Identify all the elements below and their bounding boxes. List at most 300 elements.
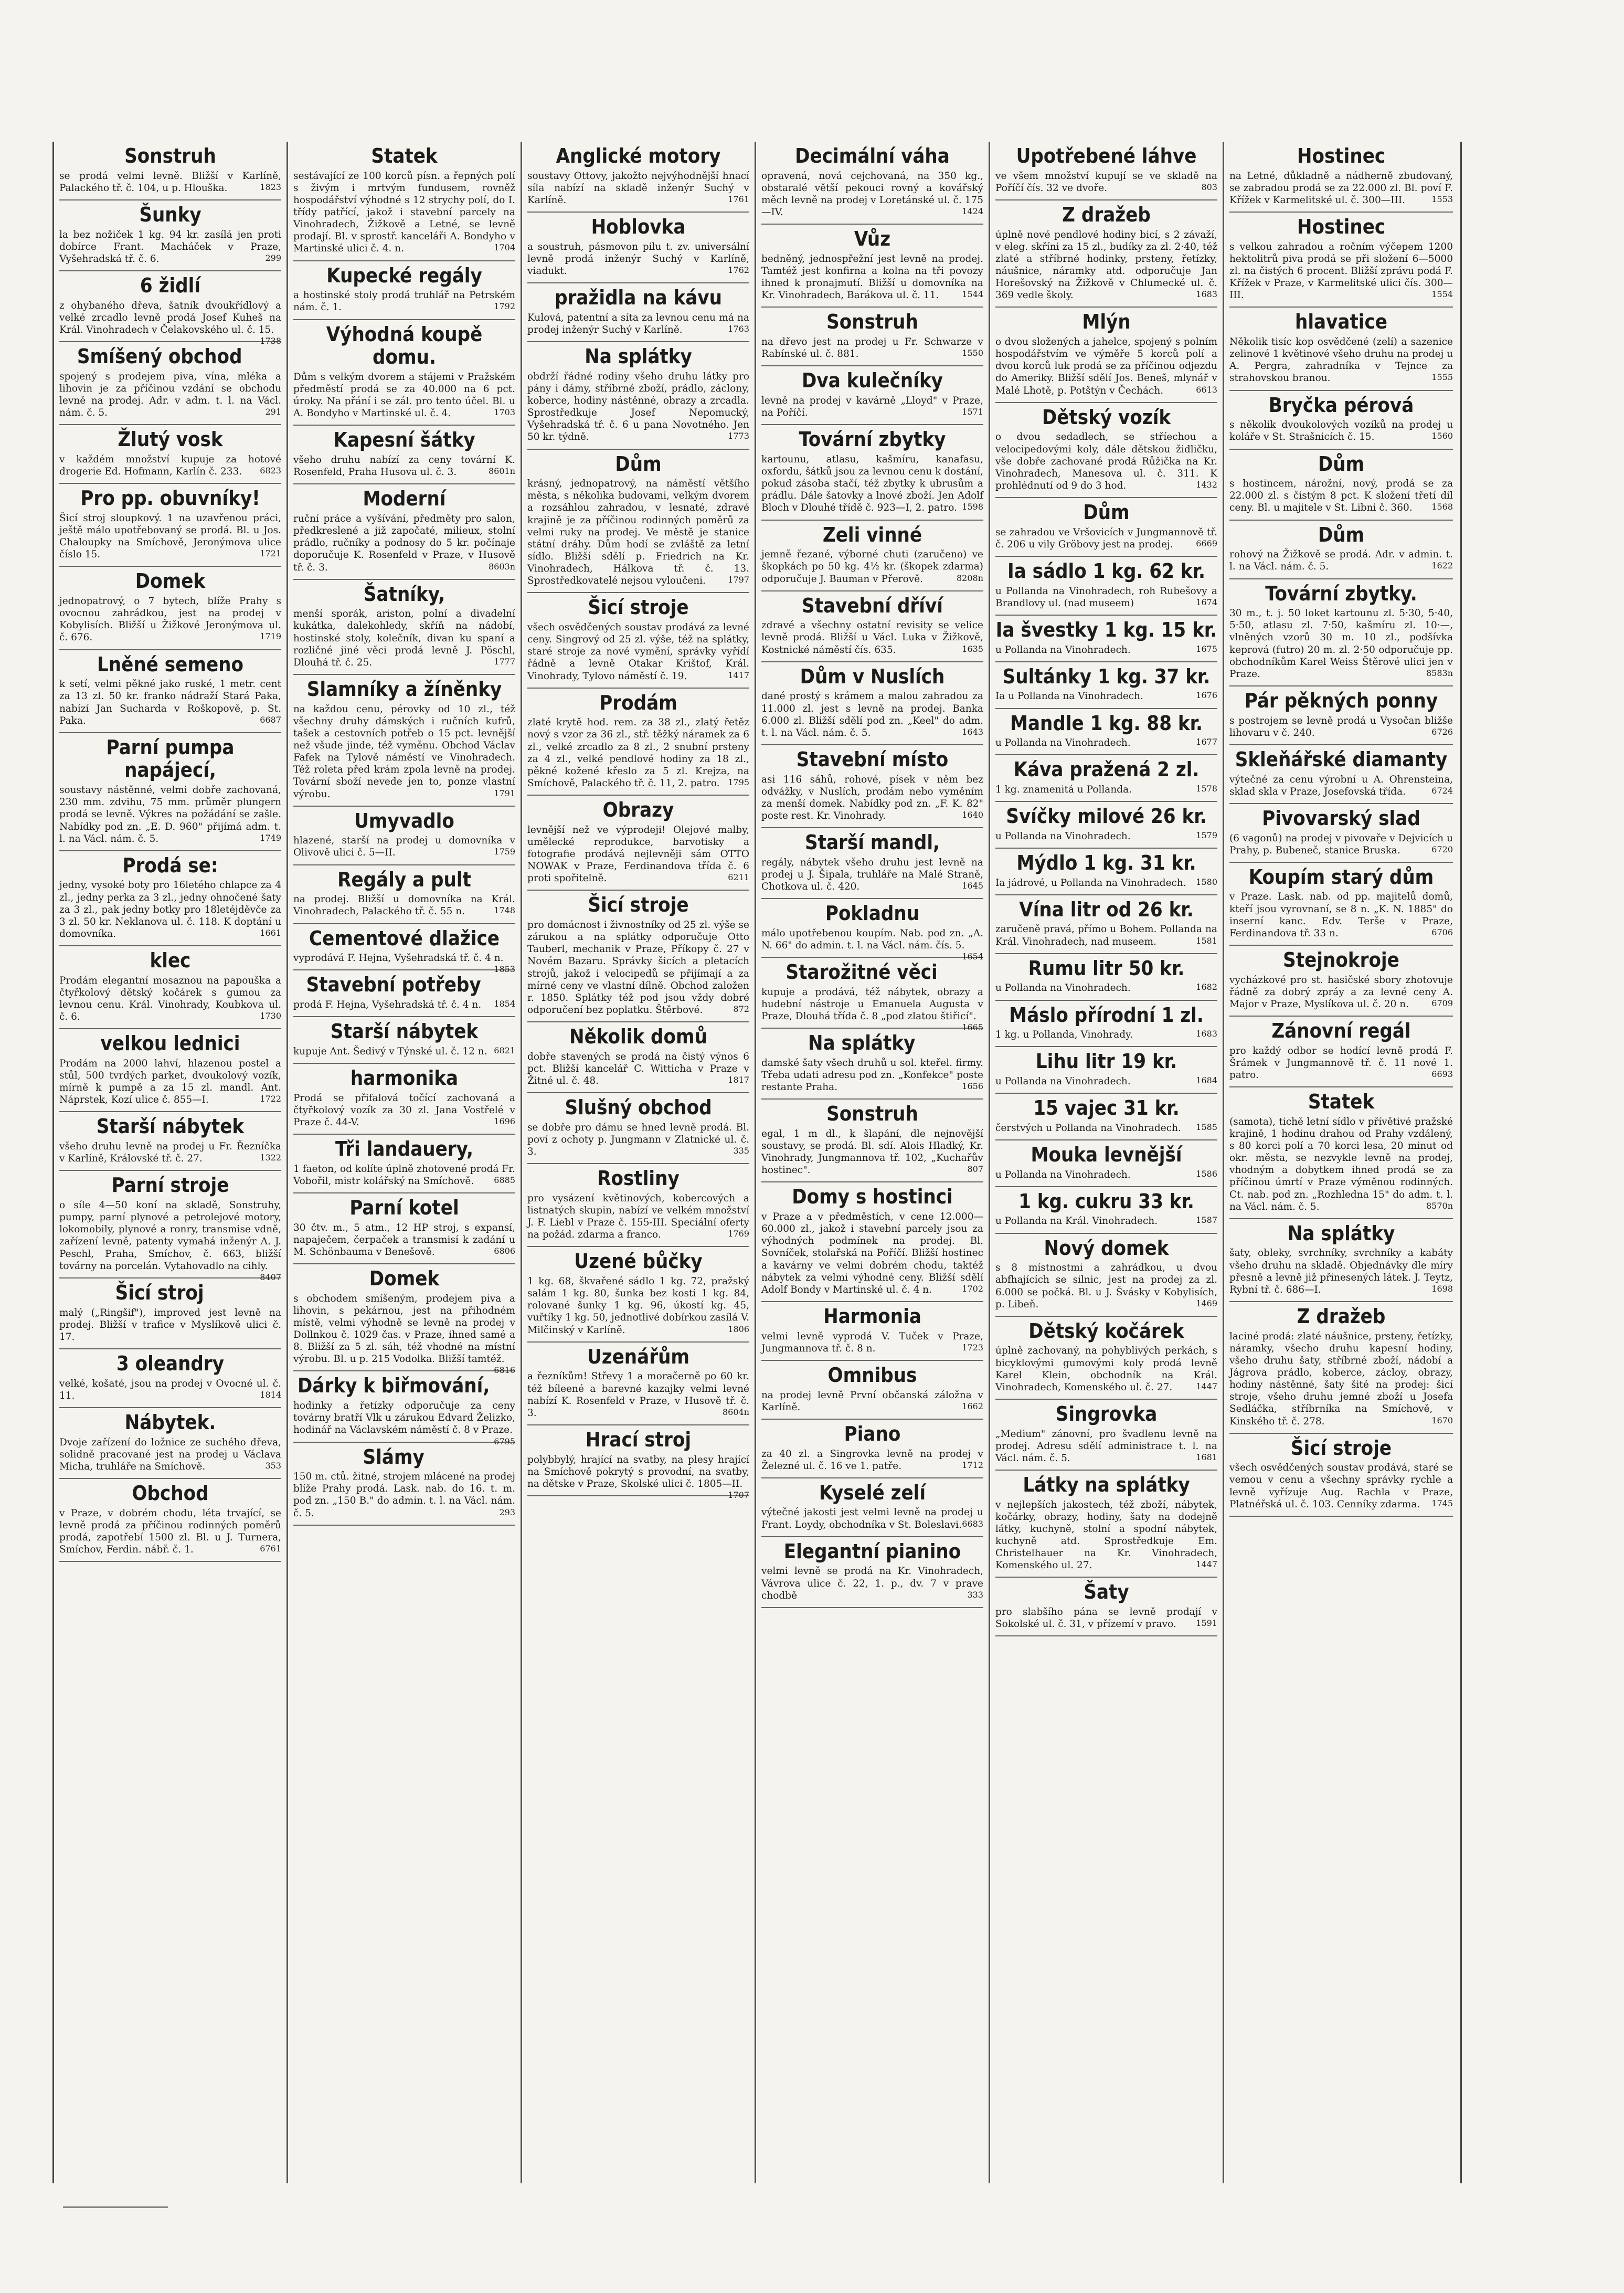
ad-number: 8407 [260,1272,281,1282]
ad-headline: Parní stroje [111,1174,229,1197]
ad-text: obdrží řádné rodiny všeho druhu látky pro pány i dámy, stříbrné zboží, prádlo, záclony, koberce, hodiny nástěnné, obrazy a zrcadla. Sprostředkuje Josef Nepomucký, Vyšehradská tř. č. 6 u pana Novotného. Jen 50 kr. týdně. [527,371,749,443]
classified-ad [761,425,983,520]
ad-headline: Parní pumpa napájecí, [106,735,235,782]
ad-body [293,454,515,478]
ad-number: 8604n [722,1407,749,1417]
ad-number: 1417 [728,670,749,680]
ad-number: 1640 [962,809,983,820]
ad-headline: Výhodná koupě domu. [326,322,483,369]
classified-ad [59,1278,281,1349]
page-edge-mark [63,2204,168,2211]
ad-headline: Stavební dříví [802,594,943,617]
ad-headline: harmonika [350,1066,459,1090]
ad-body [995,1215,1217,1227]
ad-body [1229,336,1453,385]
ad-body [59,1507,281,1556]
ad-number: 1854 [494,999,515,1009]
ad-headline: hlavatice [1295,310,1387,334]
ad-headline: Šicí stroje [588,893,689,917]
ad-text: na prodej levně První občanská záložna v Karlíně. [761,1389,983,1413]
ad-number: 1674 [1196,597,1217,607]
ad-headline: Parní kotel [349,1196,459,1219]
classified-ad [527,796,749,891]
ad-body [761,395,983,419]
ad-text: (6 vagonů) na prodej v pivovaře v Dejvicích u Prahy, p. Bubeneč, stanice Bruska. [1229,832,1453,856]
ad-body [995,1428,1217,1464]
ad-headline: Máslo přírodní 1 zl. [1009,1003,1204,1027]
ad-number: 1817 [728,1075,749,1085]
ad-body [995,431,1217,492]
ad-text: ruční práce a vyšívání, předměty pro salon, předkreslené a již započaté, milieux, stolní prádlo, ručníky a podnosy do 5 kr. počínaje doporučuje K. Rosenfeld v Praze, v Husově tř. č. 3. [293,513,515,573]
classified-ad [995,709,1217,756]
ad-body [59,1378,281,1402]
classified-ad [527,1093,749,1164]
classified-ad [761,225,983,308]
ad-headline: Z dražeb [1297,1304,1386,1328]
ad-body [59,879,281,940]
ad-text: Dvoje zařízení do ložnice ze suchého dřeva, solidně pracované jest na prodej u Václava Micha, truhláře na Smíchově. [59,1436,281,1472]
ad-body [527,478,749,587]
classified-ad [1229,745,1453,804]
ad-number: 1795 [728,777,749,787]
ad-headline: Tři landauery, [335,1137,473,1160]
ad-body [293,703,515,800]
ad-text: dané prostý s krámem a malou zahradou za 11.000 zl. jest s levně na prodej. Banka 6.000 zl. Bližší sdělí pod zn. „Keel" do adm. t. l. na Václ. nám. č. 5. [761,691,983,738]
ad-number: 293 [499,1507,515,1517]
ad-number: 1773 [728,431,749,441]
ad-text: s postrojem se levně prodá u Vysočan bližše lihovaru v č. 240. [1229,715,1453,738]
ad-body [995,170,1217,194]
ad-number: 1814 [260,1389,281,1400]
ad-text: výtečné jakosti jest velmi levně na prodej u Frant. Loydy, obchodníka v St. Boleslavi. [761,1507,983,1530]
classified-ad [59,946,281,1029]
classified-ad [59,650,281,733]
ad-number: 6724 [1431,785,1453,796]
classified-ad [995,849,1217,895]
classified-ad [995,1578,1217,1636]
ad-number: 333 [967,1589,983,1600]
ad-text: všeho druhu nabízí za ceny tovární K. Rosenfeld, Praha Husova ul. č. 3. [293,455,515,478]
ad-number: 1738 [260,336,281,346]
ad-text: 30 čtv. m., 5 atm., 12 HP stroj, s expansí, napaječem, čerpaček a transmisí k zadání u M. Schönbauma v Benešově. [293,1222,515,1258]
classified-ad [995,1187,1217,1234]
ad-number: 1579 [1196,830,1217,840]
ad-text: na každou cenu, pérovky od 10 zl., též všechny druhy dámských i ručních kufrů, tašek a cestovních potřeb o 15 pct. levnější než všude jinde, též vyměnu. Obchod Václav Fafek na Tylově náměstí ve Vinohradech. Též roleta před krám zpola levně na prodej. Tovární sboží nevede jen to, ponze vlastní výrobu. [293,703,515,800]
ad-headline: Kapesní šátky [333,428,475,452]
ad-body [761,1565,983,1601]
ad-headline: Stejnokroje [1283,948,1399,971]
classified-ad [1229,1302,1453,1434]
ad-number: 1777 [494,656,515,667]
ad-number: 1683 [1196,289,1217,300]
ad-number: 1723 [962,1342,983,1352]
ad-body [1229,974,1453,1010]
ad-text: u Pollanda na Vinohradech. [995,982,1131,994]
ad-text: Šicí stroj sloupkový. 1 na uzavřenou práci, ještě málo upotřebovaný se prodá. Bl. u Jos. Chaloupky na Smíchově, Jeronýmova ulice číslo 15. [59,512,281,561]
ad-text: krásný, jednopatrový, na náměstí většího města, s několika budovami, velkým dvorem a rozsáhlou zahradou, v lesnaté, zdravé krajině je za příčinou rodinných poměrů za velmi ruky na prodej. Ve městě je stanice státní dráhy. Dům hodí se zvláště za letní sídlo. Bližší sdělí p. Friedrich na Kr. Vinohradech, Hálkova tř. č. 13. Sprostředkovatelé nejsou vyloučeni. [527,478,749,587]
ad-headline: Rumu litr 50 kr. [1028,956,1185,980]
ad-text: s hostincem, nárožní, nový, prodá se za 22.000 zl. s čistým 8 pct. K složení třetí díl ceny. Bl. u majitele v St. Libni č. 360. [1229,478,1453,514]
ad-number: 1704 [494,242,515,253]
ad-body [761,1448,983,1472]
ad-body [995,690,1217,702]
ad-headline: Moderní [363,487,446,511]
classified-ad [527,1022,749,1093]
ad-text: Dům s velkým dvorem a stájemi v Pražském předměstí prodá se za 40.000 na 6 pct. úroky. Na přání i se zál. pro tento účel. Bl. u A. Bondyho v Martinské ul. č. 4. [293,371,515,419]
ad-body [761,1057,983,1093]
classified-ad [761,958,983,1033]
ad-number: 1560 [1431,431,1453,441]
ad-body [761,857,983,893]
ad-body [995,1122,1217,1134]
classified-ad [761,828,983,899]
ad-body [761,927,983,962]
ad-number: 6761 [260,1543,281,1554]
ad-number: 1656 [962,1081,983,1092]
ad-number: 1661 [260,927,281,938]
ad-headline: Vína litr od 26 kr. [1019,897,1194,921]
ad-number: 1670 [1431,1415,1453,1425]
ad-number: 1683 [1196,1029,1217,1039]
ad-headline: Koupím starý dům [1248,865,1434,889]
ad-number: 1580 [1196,876,1217,887]
ad-number: 1681 [1196,1452,1217,1462]
ad-number: 1585 [1196,1122,1217,1132]
ad-headline: Nábytek. [124,1410,216,1434]
classified-ad [293,142,515,261]
classified-ad [995,1047,1217,1094]
classified-ad [527,689,749,796]
ad-body [59,1058,281,1106]
ad-text: levně na prodej v kavárně „Lloyd" v Praze, na Poříčí. [761,395,983,419]
ad-headline: Bryčka pérová [1268,393,1414,417]
classified-ad [995,1094,1217,1140]
ad-text: ve všem množství kupují se ve skladě na Poříčí čís. 32 ve dvoře. [995,170,1217,194]
classified-ad [59,1408,281,1479]
ad-headline: Na splátky [585,345,692,368]
classified-ad [995,308,1217,403]
ad-headline: Mouka levnější [1031,1143,1182,1166]
ad-number: 6726 [1431,726,1453,737]
ad-text: na prodej. Bližší u domovníka na Král. Vinohradech, Palackého tř. č. 55 n. [293,894,515,917]
ad-number: 1721 [260,548,281,559]
ad-number: 6806 [494,1245,515,1256]
ad-number: 1578 [1196,784,1217,794]
ad-text: malý („Ringšif"), improved jest levně na prodej. Bližší v trafice v Myslíkově ulici č. 17. [59,1307,281,1343]
ad-headline: Zeli vinné [822,523,922,546]
ad-text: kartounu, atlasu, kašmíru, kanafasu, oxfordu, šátků jsou za levnou cenu k dostání, pokud zásoba stačí, též zbytky k ubrusům a prádlu. Dále šatovky a lnové zboží. Jen Adolf Bloch v Dlouhé třídě č. 923—I, 2. patro. [761,453,983,514]
ad-number: 6211 [728,872,749,883]
ad-text: Kulová, patentní a síta za levnou cenu má na prodej inženýr Suchý v Karlíně. [527,312,749,335]
classified-ad [293,1017,515,1064]
ad-number: 1675 [1196,643,1217,654]
ad-headline: Statek [1308,1090,1375,1114]
ad-number: 1469 [1196,1298,1217,1308]
classified-ad [59,484,281,567]
ad-body [995,1029,1217,1041]
ad-headline: Na splátky [808,1031,916,1055]
ad-headline: Starší mandl, [804,831,940,854]
ad-headline: Uzenářům [587,1345,690,1368]
ad-headline: Dům [615,452,662,475]
ad-number: 6683 [962,1518,983,1529]
ad-body [995,1606,1217,1630]
ad-number: 6795 [494,1436,515,1446]
ad-text: z ohybaného dřeva, šatník dvoukřídlový a velké zrcadlo levně prodá Josef Kuheš na Král. Vinohradech v Čelakovského ul. č. 15. [59,300,281,335]
ad-number: 1676 [1196,690,1217,701]
classified-ad [527,1425,749,1500]
ad-text: Několik tisíc kop osvědčené (zelí) a sazenice zelinové 1 květinové všeho druhu na prodej u A. Pergra, zahradníka v Tejnce za strahovskou branou. [1229,336,1453,384]
ad-text: v Praze, v dobrém chodu, léta trvající, se levně prodá za příčinou rodinných poměrů prodá, zapotřebí 1500 zl. Bl. u J. Turnera, Smíchov, Ferdin. nábř. č. 1. [59,1507,281,1555]
ad-headline: Tovární zbytky [799,428,946,451]
ad-headline: Pivovarský slad [1262,806,1420,830]
ad-number: 1432 [1196,479,1217,490]
ad-body [1229,170,1453,206]
ad-headline: Piano [844,1422,901,1445]
ad-headline: Sonstruh [124,144,216,167]
classified-ad [761,1302,983,1361]
ad-body [527,716,749,789]
classified-ad [59,1029,281,1112]
ad-number: 6720 [1431,844,1453,854]
classified-ad [1229,1087,1453,1219]
ad-text: jedny, vysoké boty pro 16letého chlapce za 4 zl., jedny perka za 3 zl., jedny ohnočené šaty za 3 zl., pak jedny botky pro 18letéjděvče za 3 zl. 50 kr. Neklanova ul. č. 118. K doptání u domovníka. [59,880,281,939]
ad-text: hlazené, starší na prodej u domovníka v Olivově ulici č. 5—II. [293,835,515,859]
ad-body [995,1075,1217,1087]
ad-number: 1322 [260,1153,281,1163]
ad-text: všech osvědčených soustav prodává za levné ceny. Singrový od 25 zl. výše, též na splátky, staré stroje za nové vymění, správky vyřídí řádně a levně Otakar Krištof, Král. Vinohrady, Tylovo náměstí č. 19. [527,622,749,682]
ad-number: 6816 [494,1365,515,1376]
ad-body [293,371,515,420]
classified-ad [995,954,1217,1001]
ad-number: 1587 [1196,1215,1217,1225]
ad-headline: Skleňářské diamanty [1235,747,1448,771]
ad-body [59,229,281,265]
classified-ad [1229,1017,1453,1087]
ad-headline: klec [150,949,191,973]
ad-text: u Pollanda na Vinohradech, roh Rubešovy a Brandlovy ul. (nad museem) [995,585,1217,609]
classified-ad [995,142,1217,200]
ad-body [761,453,983,514]
ad-body [59,1436,281,1473]
ad-headline: Šicí stroje [1290,1436,1392,1460]
ad-headline: Dům [1318,452,1365,475]
ad-number: 1677 [1196,737,1217,747]
ad-text: s obchodem smíšeným, prodejem piva a lihovin, s pekárnou, jest na přihodném místě, velmi výhodně se levně na prodej v Dollnkou č. 1029 čas. v Praze, ihned samé a 8. Bližší za 5 zl. sáh, též vhodné na místní výrobu. Bl. u p. 215 Vodolka. Bližší tamtéž. [293,1293,515,1365]
ad-number: 1745 [1431,1498,1453,1508]
ad-number: 1447 [1196,1381,1217,1391]
classified-ad [995,1471,1217,1578]
ad-headline: Smíšený obchod [77,345,242,368]
ad-body [293,1222,515,1258]
ad-text: hodinky a řetízky odporučuje za ceny továrny bratří Vlk u zárukou Edvard Želizko, hodinář na Václavském náměstí č. 8 v Praze. [293,1400,515,1436]
ad-body [1229,1462,1453,1510]
ad-text: la bez nožiček 1 kg. 94 kr. zasílá jen proti dobírce Frant. Macháček v Praze, Vyšehradská tř. č. 6. [59,229,281,265]
ad-number: 1698 [1431,1283,1453,1294]
ad-text: kupuje a prodává, též nábytek, obrazy a hudební nástroje u Emanuela Augusta v Praze, Dlouhá třída č. 8 „pod zlatou štiřicí". [761,986,983,1022]
classified-ad [761,591,983,662]
ad-text: menší sporák, ariston, polní a divadelní kukátka, dalekohledy, skříň na nádobí, hostinské stoly, kolečník, divan ku spaní a rozličné jiné věci prodá levně J. Pöschl, Dlouhá tř. č. 25. [293,608,515,668]
ad-body [995,923,1217,947]
ad-headline: Kyselé zelí [819,1481,926,1504]
classified-ad [293,807,515,865]
classified-ad [293,580,515,675]
ad-body [761,1330,983,1355]
ad-body [761,1506,983,1530]
ad-text: s velkou zahradou a ročním výčepem 1200 hektolitrů piva prodá se při složení 6—5000 zl. na čistých 6 procent. Bližší zprávu podá F. Křížek v Praze, v Karmelitské ulici čís. 300—III. [1229,241,1453,301]
ad-headline: Káva pražená 2 zl. [1013,758,1200,781]
ad-text: výtečné za cenu výrobní u A. Ohrensteina, sklad skla v Praze, Josefovská třída. [1229,774,1453,797]
classified-ad [761,366,983,425]
ad-text: s 8 místnostmi a zahrádkou, u dvou abfhajících se silnic, jest na prodej za zl. 6.000 se počká. Bl. u J. Švásky v Kobylisích, p. Libeň. [995,1262,1217,1310]
ad-body [293,1045,515,1058]
ad-body [527,1454,749,1500]
ad-headline: Z dražeb [1062,203,1151,226]
ad-text: v Praze. Lask. nab. od pp. majitelů domů, kteří jsou vyrovnaní, se 8 n. „K. N. 1885" do inserní kanc. Edv. Terše v Praze, Ferdinandova tř. 33 n. [1229,891,1453,939]
ad-number: 1665 [962,1022,983,1033]
ad-body [293,170,515,255]
ad-number: 8603n [488,561,515,572]
ad-body [293,513,515,574]
classified-ad [293,1443,515,1526]
ad-text: se zahradou ve Vršovicích v Jungmannově tř. č. 206 u vily Gröbovy jest na prodej. [995,526,1217,550]
ad-text: Prodá se přifalová točící zachovaná a čtyřkolový vozík za 30 zl. Jana Vostřelé v Praze č. 44-V. [293,1092,515,1128]
ad-body [59,1199,281,1282]
ad-body [527,824,749,885]
ad-text: Ia jádrové, u Pollanda na Vinohradech. [995,877,1186,889]
ad-text: úplně zachovaný, na pohyblivých perkách, s bicyklovými gumovými koly prodá levně Karel Klein, obchodník na Král. Vinohradech, Komenského ul. č. 27. [995,1345,1217,1393]
classified-ad [995,1001,1217,1048]
ad-number: 335 [733,1146,749,1156]
ad-body [1229,774,1453,798]
ad-body [293,1163,515,1187]
ad-number: 8208n [956,573,983,583]
ad-text: velké, košaté, jsou na prodej v Ovocné ul. č. 11. [59,1378,281,1401]
classified-ad [527,593,749,688]
ad-body [59,453,281,478]
ad-text: egal, 1 m dl., k šlapání, dle nejnovější soustavy, se prodá. Bl. sdí. Alois Hladký, Kr. Vinohrady, Jungmannova tř. 102, „Kuchařův hostinec". [761,1128,983,1176]
ad-body [995,877,1217,889]
classified-ad [59,1112,281,1171]
ad-number: 6669 [1196,538,1217,548]
classified-ad [995,1140,1217,1187]
ad-body [761,1389,983,1413]
ad-text: u Pollanda na Vinohradech. [995,1169,1131,1180]
ad-body [59,595,281,644]
ad-headline: Upotřebené láhve [1016,144,1197,167]
classified-ad [527,450,749,594]
ad-body [527,371,749,443]
ad-text: 1 kg. u Pollanda, Vinohrady. [995,1029,1133,1041]
classified-ad [761,662,983,745]
ad-number: 1643 [962,726,983,737]
ad-headline: Žlutý vosk [118,428,223,451]
ad-body [527,170,749,206]
ad-number: 1591 [1196,1618,1217,1629]
ad-body [527,1370,749,1419]
ad-body [761,253,983,302]
ad-headline: Slamníky a žíněnky [306,677,502,701]
ad-body [995,644,1217,656]
ad-body [1229,1330,1453,1428]
ad-number: 1759 [494,847,515,857]
classified-ad [761,308,983,366]
ad-body [995,1499,1217,1572]
ad-text: kupuje Ant. Šedivý v Týnské ul. č. 12 n. [293,1045,487,1057]
ad-text: dobře stavených se prodá na čistý výnos 6 pct. Bližší kancelář C. Witticha v Praze v Žitné ul. č. 48. [527,1051,749,1086]
ad-headline: Tovární zbytky. [1265,582,1417,605]
classified-ad [995,1400,1217,1471]
ad-body [293,1293,515,1376]
ad-headline: Nový domek [1044,1236,1169,1260]
ad-headline: Kupecké regály [326,263,482,287]
classified-ad [1229,579,1453,686]
ad-headline: Šicí stroj [115,1281,204,1304]
ad-text: o dvou sedadlech, se stříechou a velocipedovými koly, dále dětskou židličku, vše dobře zachované prodá Růžička na Kr. Vinohradech, Manesova ul. č. 311. K prohlédnutí od 9 do 3 hod. [995,431,1217,491]
ad-body [527,312,749,336]
classified-ad [1229,142,1453,213]
ad-body [995,1262,1217,1311]
ad-headline: Hostinec [1297,144,1386,167]
ad-number: 1707 [728,1489,749,1500]
ad-headline: Hostinec [1297,215,1386,239]
ad-text: šaty, obleky, svrchníky, svrchníky a kabáty všeho druhu na skladě. Objednávky dle míry přesně a levně již přinesených látek. J. Teytz, Rybní tř. č. 686—I. [1229,1248,1453,1295]
ad-text: pro vysázení květinových, kobercových a listnatých skupin, nabízí ve velkém množství J. F. Liebl v Praze č. 155-III. Speciální oferty na požád. zdarma a franco. [527,1192,749,1241]
ad-number: 1586 [1196,1168,1217,1179]
ad-headline: Šaty [1084,1580,1129,1604]
classified-ad [761,1029,983,1100]
ad-headline: Svíčky milové 26 kr. [1006,805,1207,828]
ad-text: se dobře pro dámu se hned levně prodá. Bl. poví z ochoty p. Jungmann v Zlatnické ul. č. 3. [527,1122,749,1158]
ad-number: 6823 [260,466,281,476]
ad-number: 1424 [962,206,983,217]
ad-number: 1544 [962,289,983,300]
classified-ad [1229,804,1453,863]
ad-number: 1662 [962,1401,983,1411]
ad-text: Prodám na 2000 lahví, hlazenou postel a stůl, 500 tvrdých parket, dvoukolový vozík, mírně k pumpě a za 15 zl. mandl. Ant. Náprstek, Kozí ulice č. 855—I. [59,1058,281,1106]
ad-number: 1762 [728,265,749,275]
ad-body [761,690,983,739]
column-3 [522,142,756,2183]
ad-body [995,526,1217,551]
classified-ad [527,1343,749,1425]
ad-body [293,999,515,1011]
ad-body [1229,607,1453,680]
ad-headline: Sonstruh [826,310,918,334]
ad-number: 1749 [260,832,281,843]
ad-body [293,893,515,917]
ad-text: jemně řezané, výborné chuti (zaručeno) ve škopkách po 50 kg. 4½ kr. (škopek zdarma) odporučuje J. Bauman v Přerově. [761,549,983,585]
ad-text: s několik dvoukolových vozíků na prodej u koláře v St. Strašnicích č. 15. [1229,419,1453,443]
ad-headline: Harmonia [823,1304,921,1328]
ad-headline: Dárky k biřmování, [297,1374,490,1398]
classified-ad [995,755,1217,802]
classified-ad [527,1164,749,1247]
ad-body [59,300,281,346]
ad-body [995,737,1217,749]
ad-body [293,1400,515,1446]
classified-ad [59,851,281,946]
ad-headline: Obrazy [602,798,674,822]
ad-body [59,170,281,194]
classified-ad [293,1135,515,1193]
ad-number: 1761 [728,194,749,204]
classified-ad [761,142,983,225]
ad-text: soustavy nástěnné, velmi dobře zachovaná, 230 mm. zdvihu, 75 mm. průměr plungern prodá se levně. Výkres na požádání se zašle. Nabídky pod zn. „E. D. 960" přijímá adm. t. l. na Václ. nám. č. 5. [59,785,281,844]
ad-body [59,371,281,419]
ad-headline: Šatníky, [363,582,445,606]
classified-ad [1229,391,1453,450]
